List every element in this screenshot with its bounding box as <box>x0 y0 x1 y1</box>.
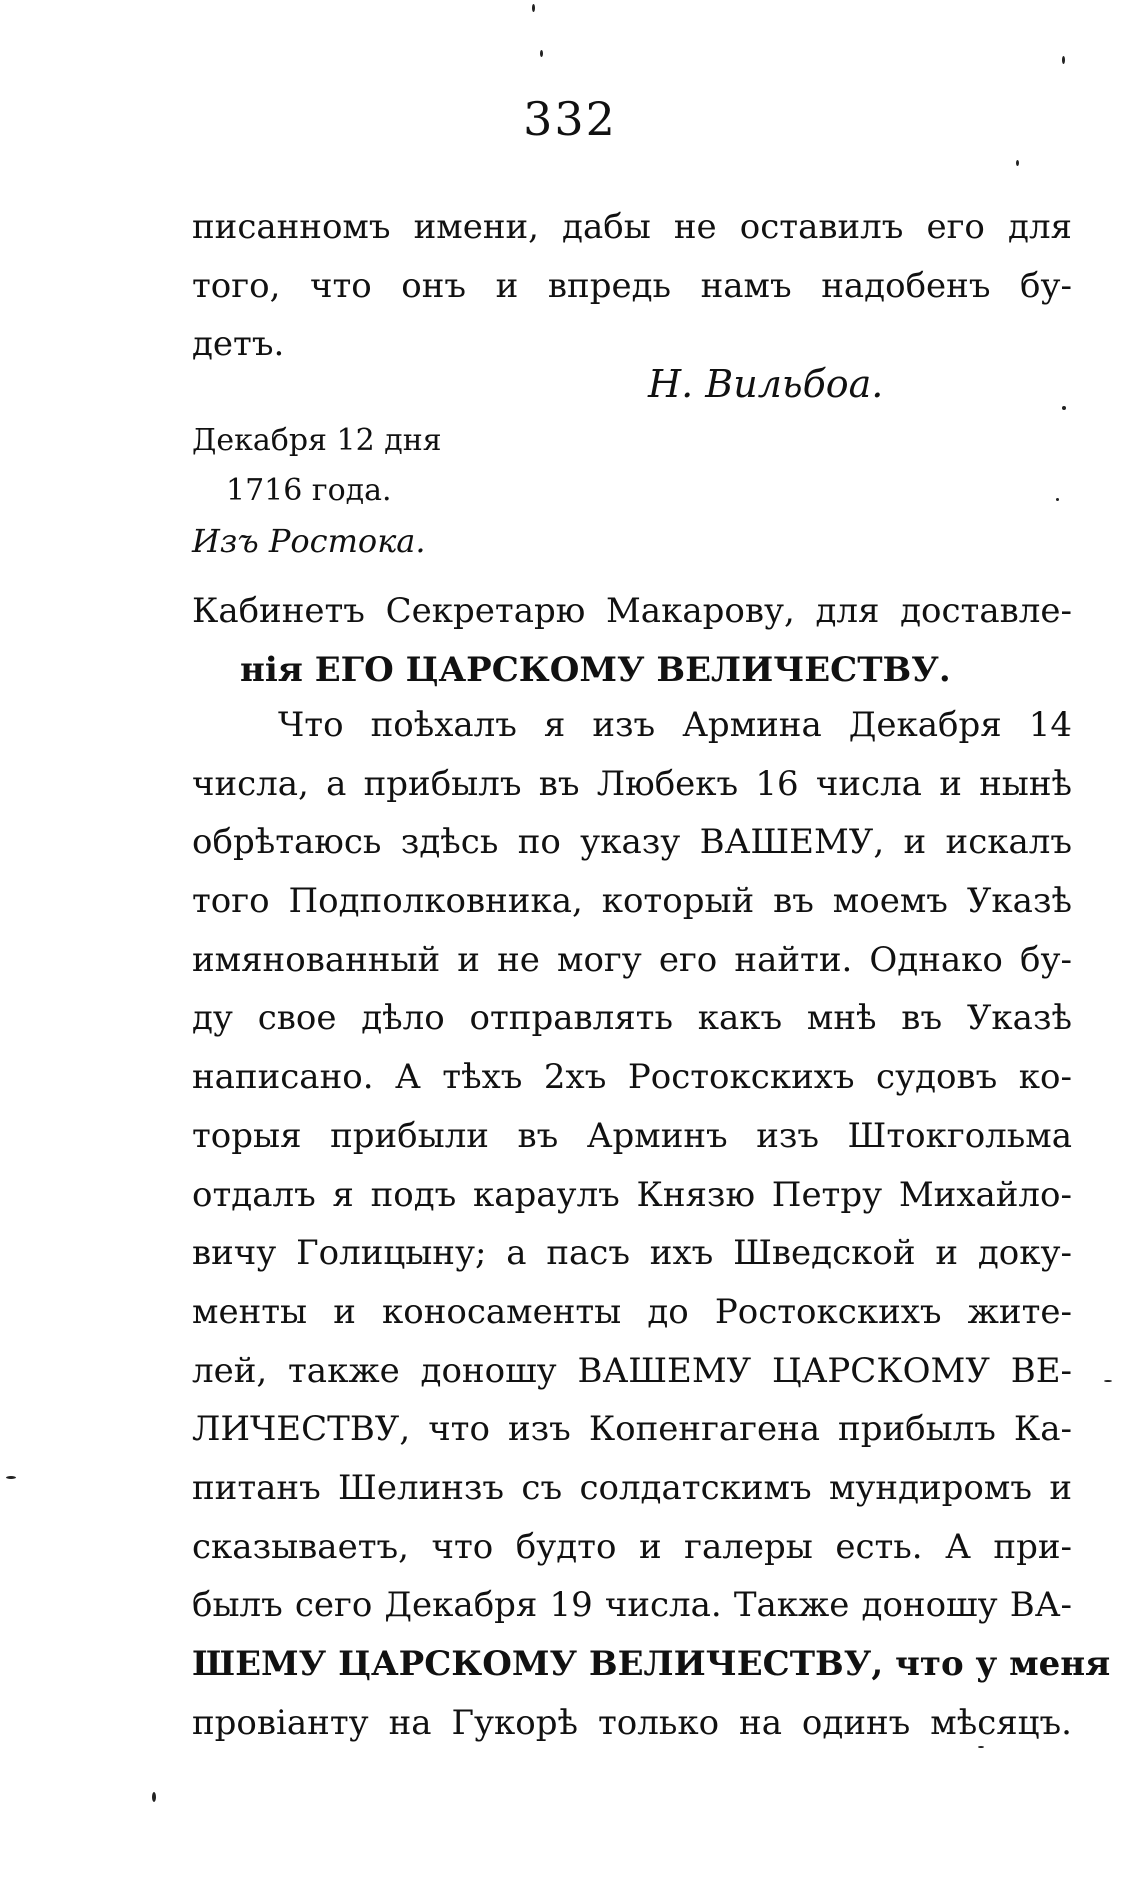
place-line: Изъ Ростока. <box>192 522 426 560</box>
scan-speck <box>540 50 543 57</box>
text-line: детъ. <box>192 324 285 365</box>
text-line: имянованный и не могу его найти. Однако бу- <box>192 939 1072 980</box>
text-line: числа, а прибылъ въ Любекъ 16 числа и нынѣ <box>192 763 1072 804</box>
text-line: торыя прибыли въ Арминъ изъ Штокгольма <box>192 1115 1072 1156</box>
text-line: сказываетъ, что будто и галеры есть. А при- <box>192 1526 1072 1567</box>
page-number: 332 <box>523 92 617 146</box>
scan-speck <box>1062 406 1066 410</box>
text-line: вичу Голицыну; а пасъ ихъ Шведской и доку- <box>192 1233 1072 1274</box>
text-line: отдалъ я подъ караулъ Князю Петру Михайло- <box>192 1174 1072 1215</box>
scan-speck <box>6 1476 16 1479</box>
text-line: Что поѣхалъ я изъ Армина Декабря 14 <box>278 705 1072 745</box>
year-line: 1716 года. <box>226 473 392 508</box>
letter-body <box>192 696 1111 1752</box>
scan-speck <box>1062 56 1065 64</box>
text-line: ду свое дѣло отправлять какъ мнѣ въ Указѣ <box>192 998 1072 1039</box>
text-line: написано. А тѣхъ 2хъ Ростокскихъ судовъ ко- <box>192 1057 1072 1098</box>
letter-address <box>192 582 1072 699</box>
date-block <box>192 416 442 566</box>
signature: Н. Вильбоа. <box>648 362 884 406</box>
address-line: Кабинетъ Секретарю Макарову, для доставле- <box>192 591 1072 631</box>
text-line: провіанту на Гукорѣ только на одинъ мѣсяцъ. <box>192 1702 1072 1743</box>
scan-speck <box>978 1746 984 1748</box>
text-line: обрѣтаюсь здѣсь по указу ВАШЕМУ, и искалъ <box>192 822 1072 863</box>
date-line: Декабря 12 дня <box>192 423 442 458</box>
scan-speck <box>1104 1380 1112 1382</box>
continuation-paragraph <box>192 198 1072 374</box>
scan-speck <box>532 4 535 12</box>
text-line: ЛИЧЕСТВУ, что изъ Копенгагена прибылъ Ка- <box>192 1409 1072 1450</box>
text-line: менты и коносаменты до Ростокскихъ жите- <box>192 1291 1072 1332</box>
text-line: ШЕМУ ЦАРСКОМУ ВЕЛИЧЕСТВУ, что у меня <box>192 1644 1111 1684</box>
scan-speck <box>1016 160 1019 166</box>
text-line: того Подполковника, который въ моемъ Указѣ <box>192 881 1072 922</box>
scan-speck <box>152 1792 156 1802</box>
text-line: былъ сего Декабря 19 числа. Также доношу ВА- <box>192 1585 1072 1626</box>
text-line: питанъ Шелинзъ съ солдатскимъ мундиромъ и <box>192 1467 1072 1508</box>
scan-speck <box>1056 498 1059 501</box>
text-line: писанномъ имени, дабы не оставилъ его для <box>192 207 1072 247</box>
text-line: лей, также доношу ВАШЕМУ ЦАРСКОМУ ВЕ- <box>192 1350 1072 1391</box>
text-line: того, что онъ и впредь намъ надобенъ бу- <box>192 265 1072 306</box>
address-line: нія ЕГО ЦАРСКОМУ ВЕЛИЧЕСТВУ. <box>240 649 951 690</box>
